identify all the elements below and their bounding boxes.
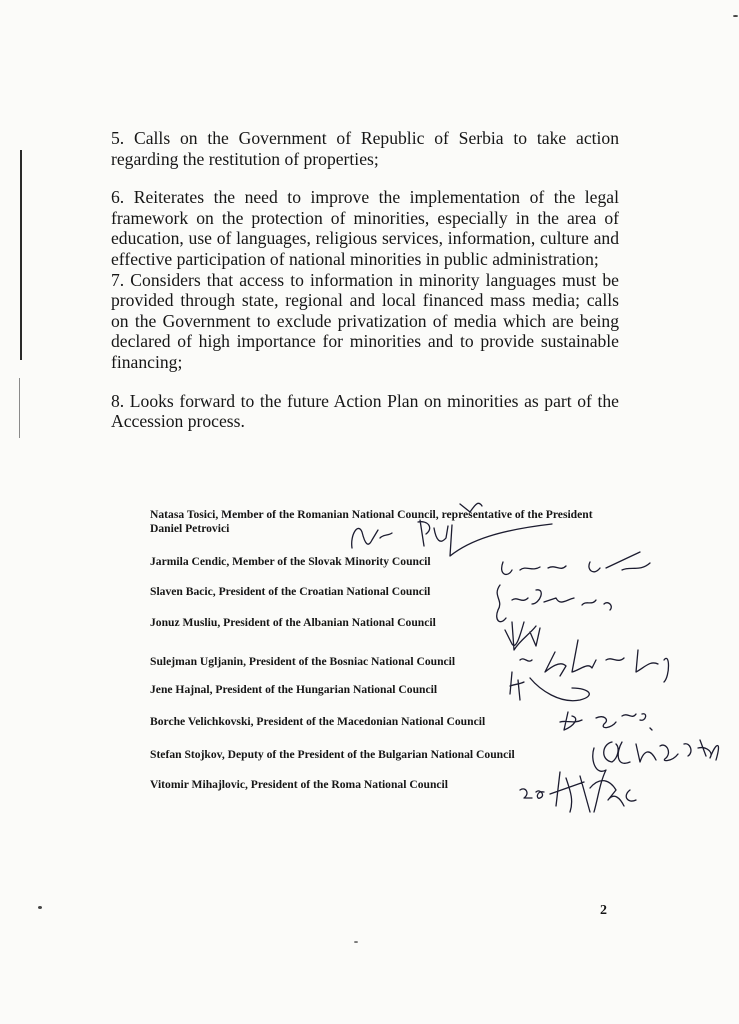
scan-margin-line [20, 150, 22, 360]
paragraph-6: 6. Reiterates the need to improve the implementation of the legal framework on the protection of minorities, especially in the area of education, use of languages, religious services, information, culture and effective participation of national minorities in public administration; [111, 187, 619, 269]
signature-croatian [497, 585, 612, 622]
signature-bosniac [545, 640, 669, 682]
scan-speck [354, 941, 358, 943]
signatory-slovak: Jarmila Cendic, Member of the Slovak Minority Council [150, 555, 431, 568]
scan-margin-line-faint [19, 378, 20, 438]
signatory-croatian: Slaven Bacic, President of the Croatian National Council [150, 585, 431, 598]
signature-albanian [505, 622, 540, 661]
paragraph-5: 5. Calls on the Government of Republic of Serbia to take action regarding the restitution of properties; [111, 128, 619, 169]
signatory-romanian: Natasa Tosici, Member of the Romanian National Council, representative of the President Daniel Petrovici [150, 508, 593, 535]
signatory-macedonian: Borche Velichkovski, President of the Macedonian National Council [150, 715, 486, 728]
scan-speck [733, 15, 738, 17]
signature-roma [520, 772, 636, 812]
signatory-roma: Vitomir Mihajlovic, President of the Roma National Council [150, 778, 448, 791]
signature-bulgarian [593, 740, 719, 812]
signatory-hungarian: Jene Hajnal, President of the Hungarian National Council [150, 683, 438, 696]
signature-slovak [502, 552, 650, 574]
signatory-albanian: Jonuz Musliu, President of the Albanian National Council [150, 616, 436, 629]
signature-hungarian [510, 672, 589, 701]
signature-macedonian [560, 712, 652, 730]
signatory-bosniac: Sulejman Ugljanin, President of the Bosniac National Council [150, 655, 456, 668]
signatory-bulgarian: Stefan Stojkov, Deputy of the President of the Bulgarian National Council [150, 748, 515, 761]
resolution-body [111, 128, 619, 432]
paragraph-8: 8. Looks forward to the future Action Plan on minorities as part of the Accession process. [111, 390, 619, 432]
page-number: 2 [600, 903, 607, 918]
scan-speck [38, 906, 42, 909]
paragraph-7: 7. Considers that access to information in minority languages must be provided through state, regional and local financed mass media; calls on the Government to exclude privatization of media which are being declared of high importance for minorities and to provide sustainable financing; [111, 269, 619, 372]
